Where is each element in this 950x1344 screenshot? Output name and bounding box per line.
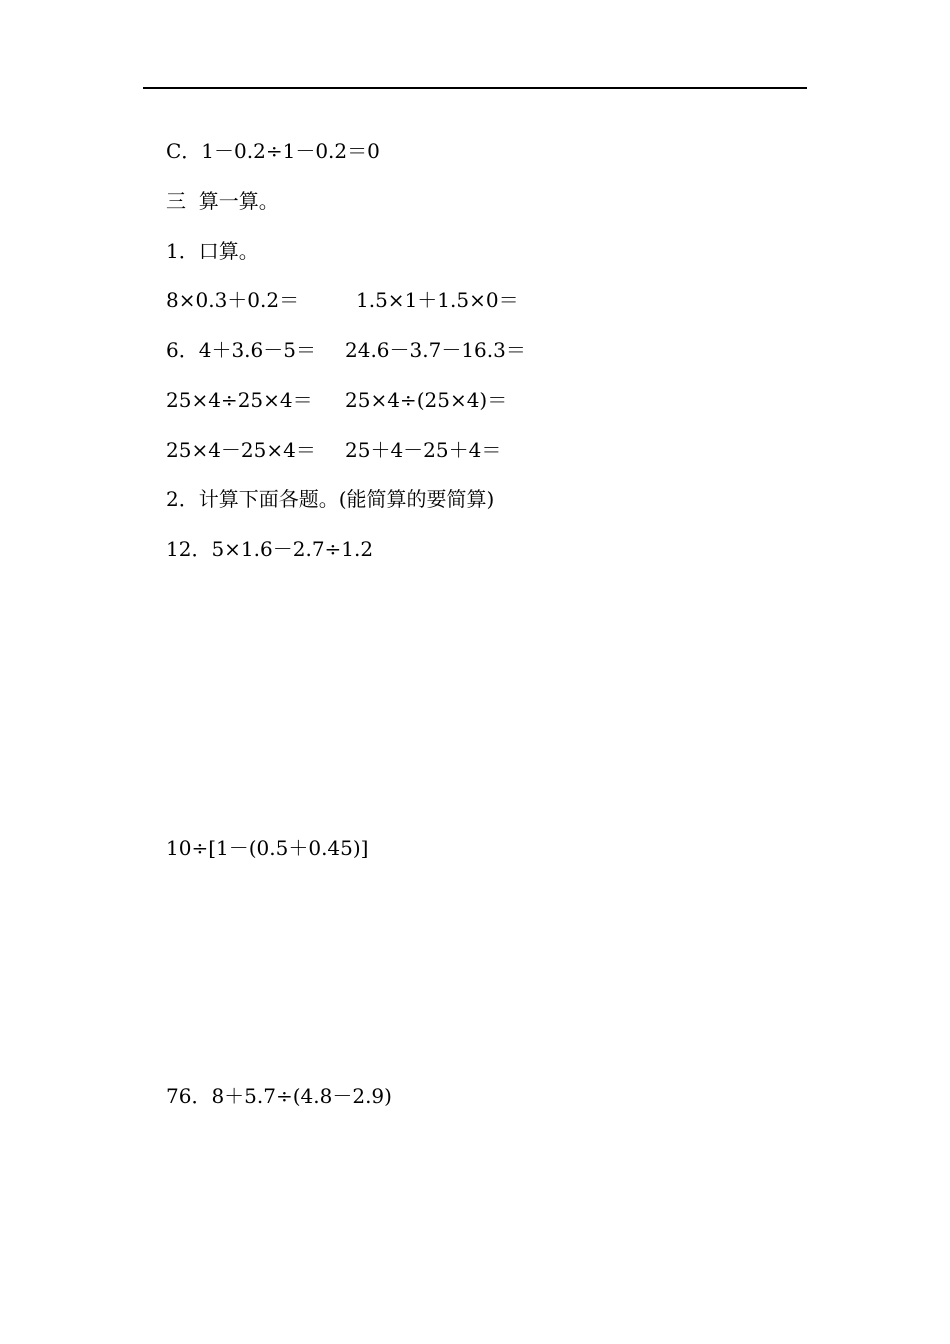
oral-right-1: 1.5×1＋1.5×0＝: [356, 288, 519, 312]
oral-left-4: 25×4－25×4＝: [166, 438, 316, 462]
question-2-heading: 2．计算下面各题。(能简算的要简算): [166, 487, 495, 511]
oral-right-2: 24.6－3.7－16.3＝: [345, 338, 526, 362]
section-heading: 三 算一算。: [166, 189, 279, 213]
oral-right-3: 25×4÷(25×4)＝: [345, 388, 508, 412]
oral-left-2: 6．4＋3.6－5＝: [166, 338, 316, 362]
oral-right-4: 25＋4－25＋4＝: [345, 438, 502, 462]
problem-3: 76．8＋5.7÷(4.8－2.9): [166, 1084, 392, 1108]
oral-left-1: 8×0.3＋0.2＝: [166, 288, 300, 312]
header-rule: [143, 87, 807, 89]
problem-1: 12．5×1.6－2.7÷1.2: [166, 537, 374, 561]
problem-2: 10÷[1－(0.5＋0.45)]: [166, 836, 369, 860]
question-1-heading: 1．口算。: [166, 239, 259, 263]
option-c: C．1－0.2÷1－0.2＝0: [166, 139, 380, 163]
oral-left-3: 25×4÷25×4＝: [166, 388, 313, 412]
